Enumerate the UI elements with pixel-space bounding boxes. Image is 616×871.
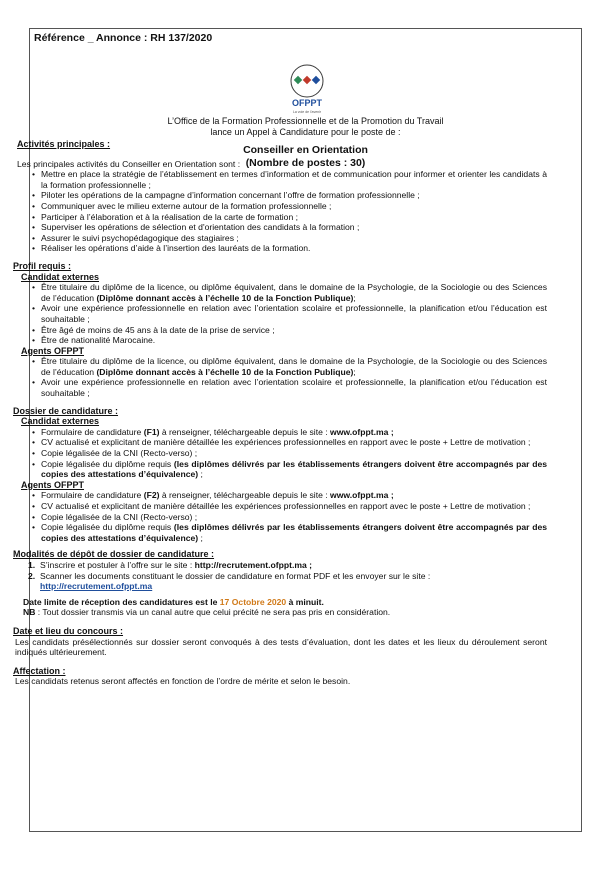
list-item: • Copie légalisée du diplôme requis (les diplômes délivrés par les établissements étrangers doivent être accompagnés par des copies des attestations d’équivalence) ; — [13, 459, 547, 480]
concours-text: Les candidats présélectionnés sur dossier seront convoqués à des tests d’évaluation, dont les dates et les lieux du déroulement seront indiqués ultérieurement. — [15, 636, 547, 658]
affectation-heading: Affectation : — [13, 665, 66, 676]
list-item: • Communiquer avec le milieu externe autour de la formation professionnelle ; — [13, 201, 547, 212]
profil-externes-list — [13, 282, 547, 346]
deadline-date: 17 Octobre 2020 — [219, 596, 287, 607]
ofppt-logo — [283, 63, 331, 117]
step-1: 1. S’inscrire et postuler à l’offre sur le site : http://recrutement.ofppt.ma ; — [28, 559, 313, 570]
job-title: Conseiller en Orientation — [243, 144, 368, 156]
ofppt-logo-icon — [283, 63, 331, 117]
recruitment-link[interactable]: http://recrutement.ofppt.ma ; — [194, 559, 313, 570]
step-2: 2. Scanner les documents constituant le dossier de candidature en format PDF et les envoyer sur le site : http://recrutement.ofppt.ma — [28, 570, 431, 592]
list-item: • Copie légalisée du diplôme requis (les diplômes délivrés par les établissements étrangers doivent être accompagnés par des copies des attestations d’équivalence) ; — [13, 522, 547, 543]
deadline: Date limite de réception des candidatures est le 17 Octobre 2020 à minuit. — [23, 596, 324, 607]
activites-intro: Les principales activités du Conseiller en Orientation sont : — [17, 158, 241, 169]
list-item: • Avoir une expérience professionnelle en relation avec l’orientation scolaire et professionnelle, la planification et/ou l’éducation est souhaitable ; — [13, 303, 547, 324]
list-item: • Être de nationalité Marocaine. — [13, 335, 547, 346]
recruitment-url-link[interactable]: http://recrutement.ofppt.ma — [40, 581, 153, 592]
list-item: • Être âgé de moins de 45 ans à la date de la prise de service ; — [13, 325, 547, 336]
list-item: • Superviser les opérations de sélection et d'orientation des candidats à la formation ; — [13, 222, 547, 233]
modalites-heading: Modalités de dépôt de dossier de candidature : — [13, 549, 215, 560]
list-item: • CV actualisé et explicitant de manière détaillée les expériences professionnelles en rapport avec le poste + Lettre de motivation ; — [13, 501, 547, 512]
dossier-externes-label: Candidat externes — [21, 416, 100, 427]
profil-agents-label: Agents OFPPT — [21, 345, 85, 356]
modalites-steps — [13, 560, 547, 592]
intro-line-1: L’Office de la Formation Professionnelle et de la Promotion du Travail — [167, 116, 444, 126]
nb-note: NB : Tout dossier transmis via un canal autre que celui précité ne sera pas pris en considération. — [23, 607, 391, 618]
list-item: • Mettre en place la stratégie de l’établissement en termes d’information et de communication pour informer et orienter les candidats à la formation professionnelle ; — [13, 169, 547, 190]
list-item: • Participer à l’élaboration et à la réalisation de la carte de formation ; — [13, 212, 547, 223]
announcement-body — [13, 139, 547, 687]
list-item: • CV actualisé et explicitant de manière détaillée les expériences professionnelles en rapport avec le poste + Lettre de motivation ; — [13, 437, 547, 448]
dossier-agents-label: Agents OFPPT — [21, 479, 85, 490]
list-item: • Être titulaire du diplôme de la licence, ou diplôme équivalent, dans le domaine de la Psychologie, de la Sociologie ou des Sciences de l’éducation (Diplôme donnant accès à l’échelle 10 de la Fonction Publique); — [13, 282, 547, 303]
list-item: • Copie légalisée de la CNI (Recto-verso) ; — [13, 448, 547, 459]
list-item: • Assurer le suivi psychopédagogique des stagiaires ; — [13, 233, 547, 244]
list-item: • Formulaire de candidature (F2) à renseigner, téléchargeable depuis le site : www.ofppt.ma ; — [13, 490, 547, 501]
list-item: • Être titulaire du diplôme de la licence, ou diplôme équivalent, dans le domaine de la Psychologie, de la Sociologie ou des Sciences de l’éducation (Diplôme donnant accès à l’échelle 10 de la Fonction Publique); — [13, 356, 547, 377]
site-link[interactable]: www.ofppt.ma ; — [330, 490, 394, 501]
dossier-externes-list — [13, 427, 547, 480]
logo-text: OFPPT — [291, 98, 323, 108]
profil-externes-label: Candidat externes — [21, 271, 100, 282]
positions-count: (Nombre de postes : 30) — [245, 157, 366, 169]
site-link[interactable]: www.ofppt.ma ; — [330, 426, 394, 437]
list-item: • Avoir une expérience professionnelle en relation avec l’orientation scolaire et professionnelle, la planification et/ou l’éducation est souhaitable ; — [13, 377, 547, 398]
intro-line-2: lance un Appel à Candidature pour le poste de : — [210, 127, 401, 137]
logo-subtitle: La voie de l'avenir — [292, 110, 322, 114]
reference: Référence _ Annonce : RH 137/2020 — [34, 32, 213, 44]
activites-heading: Activités principales : — [17, 139, 111, 149]
dossier-agents-list — [13, 490, 547, 543]
activites-list — [13, 169, 547, 254]
profil-heading: Profil requis : — [13, 260, 72, 271]
dossier-heading: Dossier de candidature : — [13, 405, 119, 416]
affectation-text: Les candidats retenus seront affectés en fonction de l’ordre de mérite et selon le besoin. — [15, 676, 351, 687]
list-item: • Réaliser les opérations d’aide à l’insertion des lauréats de la formation. — [13, 243, 547, 254]
list-item: • Formulaire de candidature (F1) à renseigner, téléchargeable depuis le site : www.ofppt.ma ; — [13, 427, 547, 438]
concours-heading: Date et lieu du concours : — [13, 625, 124, 636]
list-item: • Copie légalisée de la CNI (Recto-verso) ; — [13, 512, 547, 523]
list-item: • Piloter les opérations de la campagne d’information concernant l’offre de formation professionnelle ; — [13, 190, 547, 201]
profil-agents-list — [13, 356, 547, 398]
